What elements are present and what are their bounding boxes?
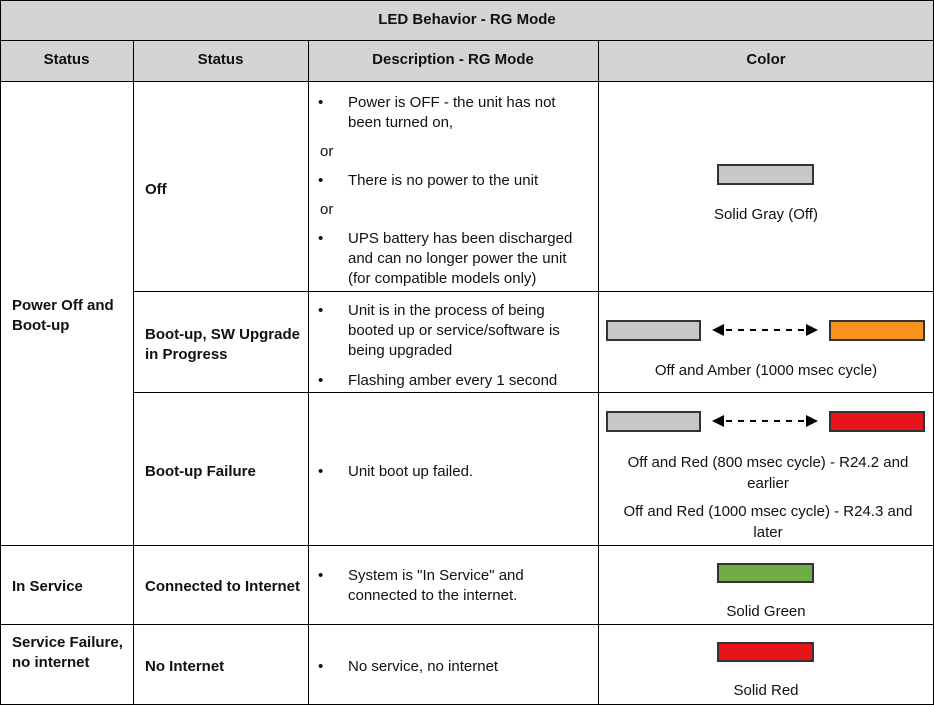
red-led-swatch <box>717 642 814 662</box>
bullet: • <box>318 567 324 584</box>
color-label: Solid Gray (Off) <box>714 206 818 223</box>
border <box>308 40 309 705</box>
description-text: System is "In Service" and connected to the internet. <box>348 567 524 604</box>
header-status-2: Status <box>197 51 244 68</box>
border <box>133 40 134 705</box>
border <box>0 0 934 1</box>
group-in-service: In Service <box>12 578 83 595</box>
status-connected: Connected to Internet <box>145 578 301 595</box>
group-service-failure: Service Failure, no internet <box>12 634 123 671</box>
border <box>0 545 934 546</box>
border <box>0 624 934 625</box>
header-color: Color <box>746 51 786 68</box>
bullet: • <box>318 658 324 675</box>
border <box>0 40 934 41</box>
status-off: Off <box>145 181 167 198</box>
border <box>133 392 934 393</box>
status-boot-failure: Boot-up Failure <box>145 463 256 480</box>
gray-led-swatch <box>717 164 814 185</box>
bullet: • <box>318 302 324 319</box>
group-power-off-boot: Power Off and Boot-up <box>12 297 114 334</box>
color-label: Off and Red (1000 msec cycle) - R24.3 and later <box>623 503 913 541</box>
amber-led-swatch <box>829 320 925 341</box>
description-text: Unit is in the process of being booted up or service/software is being upgraded <box>348 302 560 359</box>
description-text: No service, no internet <box>348 658 499 675</box>
color-label: Solid Red <box>733 682 799 699</box>
double-arrow-icon <box>712 413 818 429</box>
or-text: or <box>320 201 334 218</box>
border <box>133 291 934 292</box>
bullet: • <box>318 230 324 247</box>
bullet: • <box>318 372 324 389</box>
gray-led-swatch <box>606 320 701 341</box>
border <box>0 0 1 705</box>
red-led-swatch <box>829 411 925 432</box>
description-text: UPS battery has been discharged and can no longer power the unit (for compatible models only) <box>348 230 573 287</box>
color-label: Off and Red (800 msec cycle) - R24.2 and earlier <box>627 454 909 492</box>
or-text: or <box>320 143 334 160</box>
gray-led-swatch <box>606 411 701 432</box>
bullet: • <box>318 172 324 189</box>
description-text: Unit boot up failed. <box>348 463 474 480</box>
description-text: There is no power to the unit <box>348 172 539 189</box>
description-text: Power is OFF - the unit has not been turned on, <box>348 94 556 131</box>
bullet: • <box>318 94 324 111</box>
header-description: Description - RG Mode <box>372 51 534 68</box>
description-text: Flashing amber every 1 second <box>348 372 558 389</box>
border <box>0 81 934 82</box>
status-boot-upgrade: Boot-up, SW Upgrade in Progress <box>145 326 300 363</box>
bullet: • <box>318 463 324 480</box>
status-no-internet: No Internet <box>145 658 225 675</box>
header-status-1: Status <box>43 51 90 68</box>
color-label: Off and Amber (1000 msec cycle) <box>654 362 878 379</box>
double-arrow-icon <box>712 322 818 338</box>
table-title: LED Behavior - RG Mode <box>378 11 556 28</box>
green-led-swatch <box>717 563 814 583</box>
color-label: Solid Green <box>726 603 806 620</box>
